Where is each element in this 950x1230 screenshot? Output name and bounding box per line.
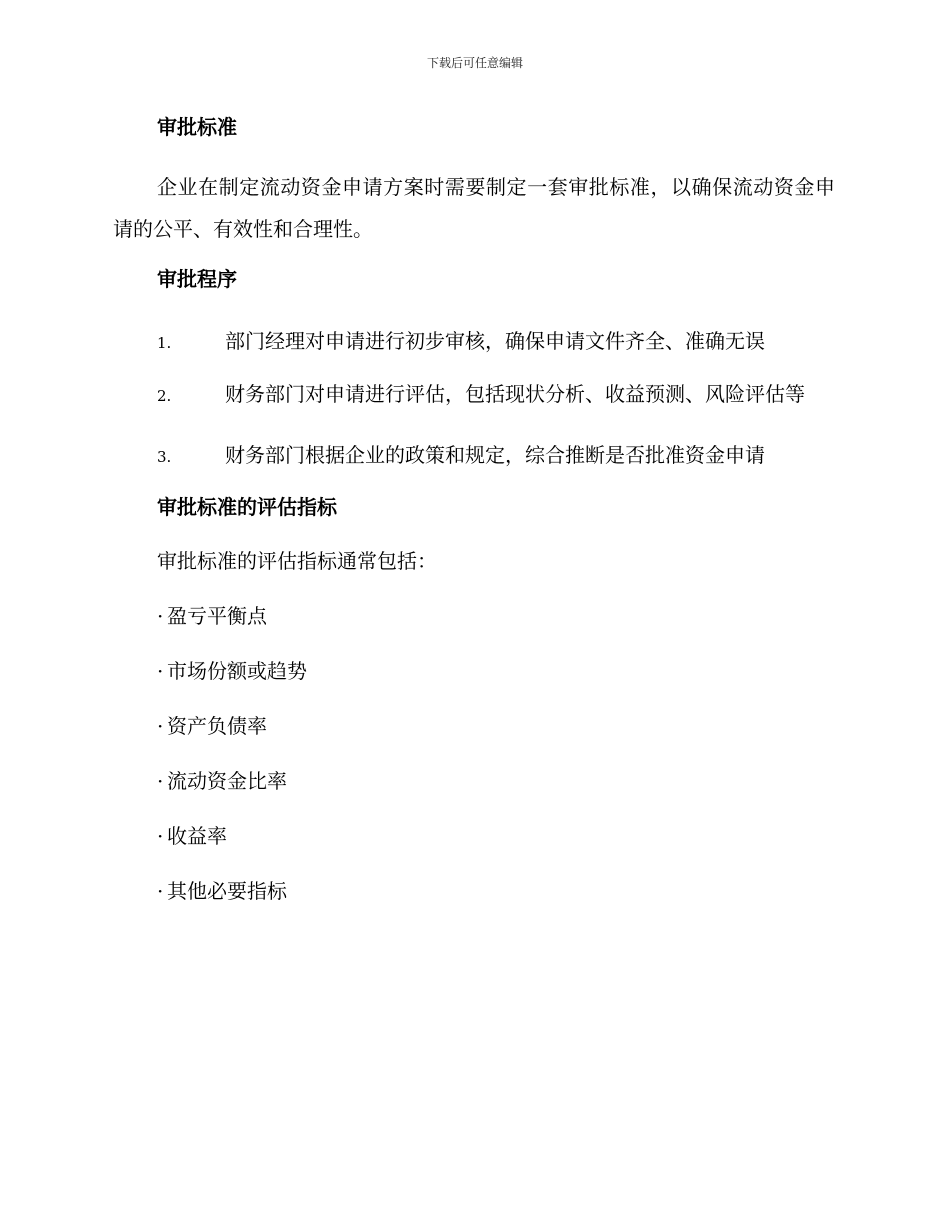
step-number: 2. [157,387,172,405]
list-item: · 资产负债率 [113,711,835,741]
step-text: 部门经理对申请进行初步审核，确保申请文件齐全、准确无误 [225,329,765,353]
list-item: · 其他必要指标 [113,876,835,906]
step-number: 3. [157,448,172,466]
document-body [113,112,835,931]
step-number: 1. [157,334,172,352]
list-item: · 市场份额或趋势 [113,656,835,686]
paragraph-approval-standard: 企业在制定流动资金申请方案时需要制定一套审批标准，以确保流动资金申请的公平、有效性和合理性。 [113,175,835,241]
heading-approval-procedure: 审批程序 [157,267,237,291]
indicators-intro: 审批标准的评估指标通常包括： [157,549,437,573]
header-note: 下载后可任意编辑 [426,56,523,70]
step-text: 财务部门对申请进行评估，包括现状分析、收益预测、风险评估等 [225,382,805,406]
heading-approval-standard: 审批标准 [157,115,237,139]
bullet-icon: · [157,714,164,738]
list-item: · 流动资金比率 [113,766,835,796]
procedure-step [113,432,835,480]
bullet-icon: · [157,659,164,683]
heading-evaluation-indicators: 审批标准的评估指标 [157,495,337,519]
list-item: · 盈亏平衡点 [113,601,835,631]
bullet-icon: · [157,824,164,848]
list-item: · 收益率 [113,821,835,851]
step-text: 财务部门根据企业的政策和规定，综合推断是否批准资金申请 [225,443,765,467]
bullet-icon: · [157,769,164,793]
bullet-icon: · [157,879,164,903]
procedure-step [113,374,835,416]
bullet-icon: · [157,604,164,628]
procedure-step [113,318,835,366]
